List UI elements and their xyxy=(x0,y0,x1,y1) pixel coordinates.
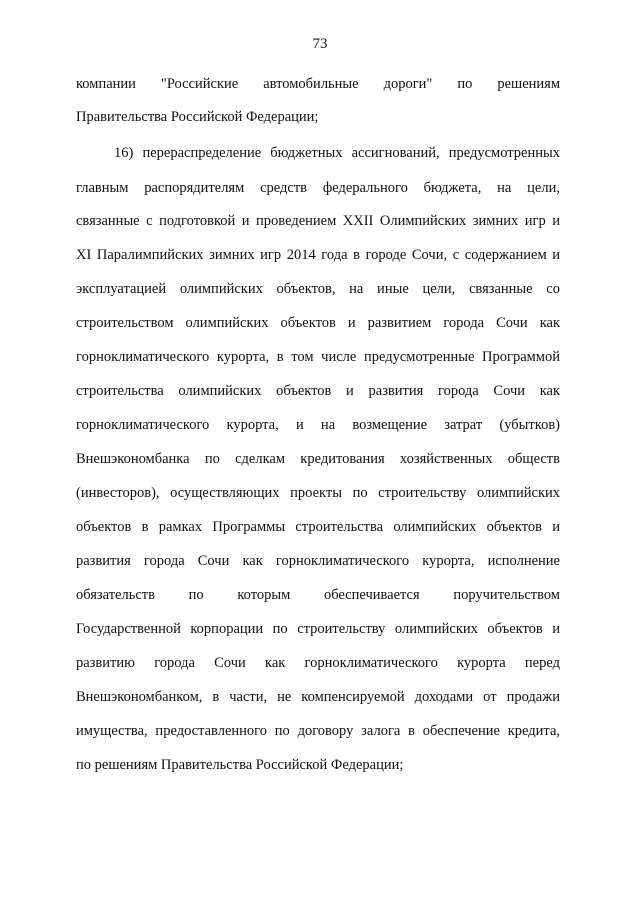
text-line: Правительства Российской Федерации; xyxy=(76,109,319,125)
text-line: (инвесторов), осуществляющих проекты по строительству олимпийских xyxy=(76,485,560,501)
text-line: связанные с подготовкой и проведением XXII Олимпийских зимних игр и xyxy=(76,213,560,229)
text-line: развития города Сочи как горноклиматического курорта, исполнение xyxy=(76,553,560,569)
text-line: по решениям Правительства Российской Федерации; xyxy=(76,757,404,773)
text-line: главным распорядителям средств федерального бюджета, на цели, xyxy=(76,180,560,196)
text-line: Государственной корпорации по строительству олимпийских объектов и xyxy=(76,621,560,637)
text-line: развитию города Сочи как горноклиматического курорта перед xyxy=(76,655,560,671)
text-line: горноклиматического курорта, в том числе предусмотренные Программой xyxy=(76,349,560,365)
text-line: Внешэкономбанка по сделкам кредитования хозяйственных обществ xyxy=(76,451,560,467)
text-line: компании "Российские автомобильные дороги" по решениям xyxy=(76,76,560,92)
text-line: обязательств по которым обеспечивается поручительством xyxy=(76,587,560,603)
text-line: эксплуатацией олимпийских объектов, на иные цели, связанные со xyxy=(76,281,560,297)
text-line: строительства олимпийских объектов и развития города Сочи как xyxy=(76,383,560,399)
text-line: объектов в рамках Программы строительства олимпийских объектов и xyxy=(76,519,560,535)
text-line: XI Паралимпийских зимних игр 2014 года в городе Сочи, с содержанием и xyxy=(76,247,560,263)
paragraph-start-line: 16) перераспределение бюджетных ассигнований, предусмотренных xyxy=(114,145,560,161)
text-line: имущества, предоставленного по договору залога в обеспечение кредита, xyxy=(76,723,560,739)
text-line: горноклиматического курорта, и на возмещение затрат (убытков) xyxy=(76,417,560,433)
text-line: Внешэкономбанком, в части, не компенсируемой доходами от продажи xyxy=(76,689,560,705)
page-number: 73 xyxy=(312,36,328,52)
text-line: строительством олимпийских объектов и развитием города Сочи как xyxy=(76,315,560,331)
